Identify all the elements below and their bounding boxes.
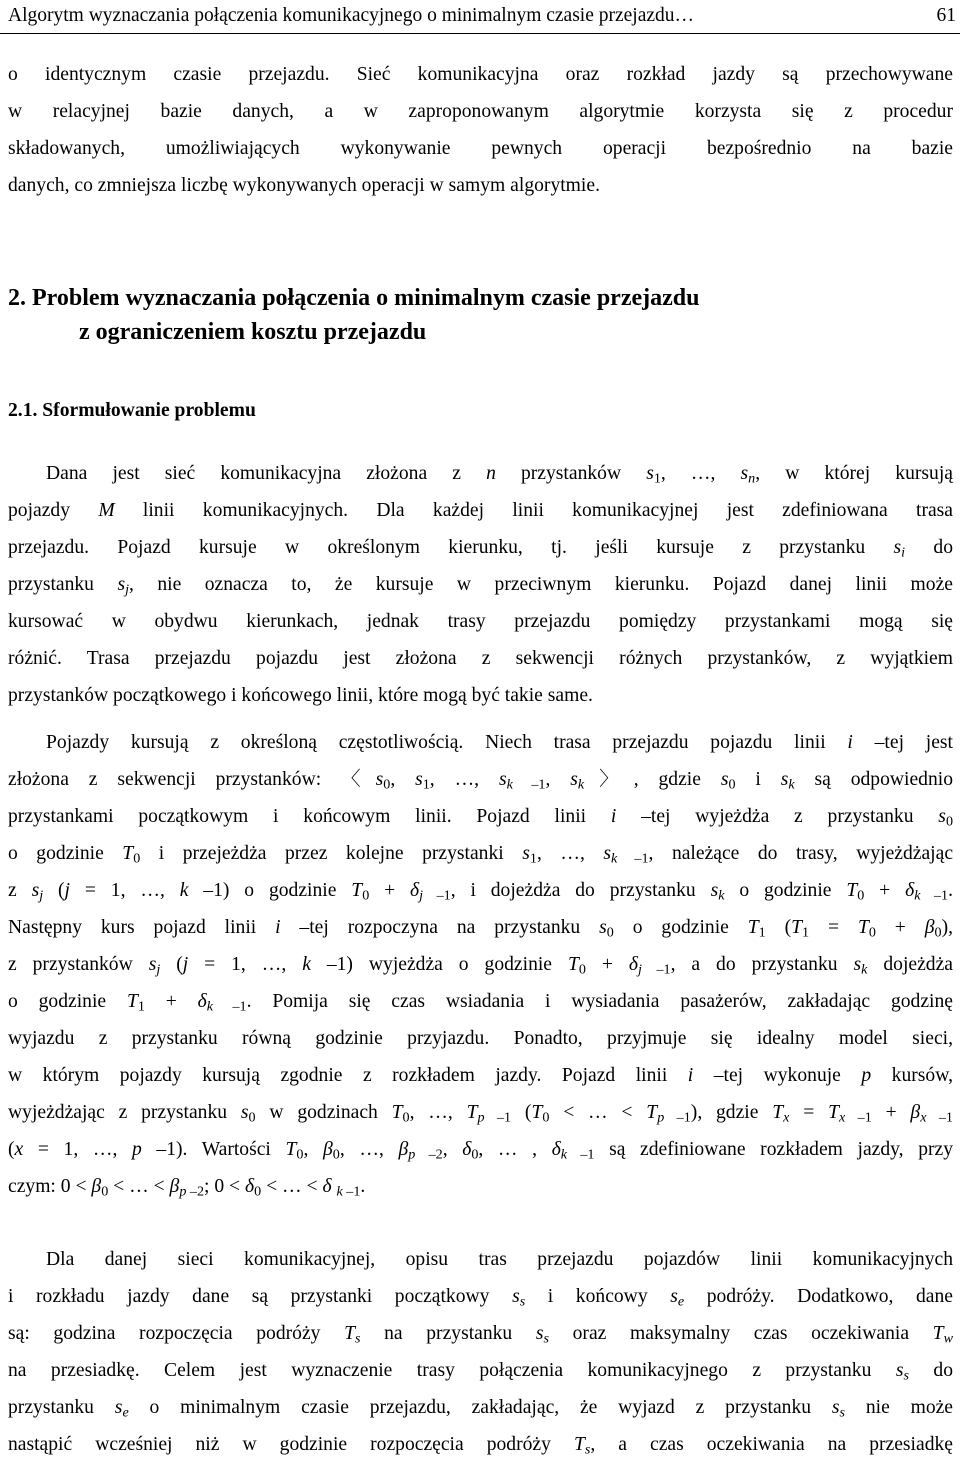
- text-line: Dana jest sieć komunikacyjna złożona z n przystanków $s_1$, …, $s_n$, w której kursują: [46, 463, 953, 487]
- text-line: przystanków początkowego i końcowego linii, które mogą być takie same.: [8, 685, 593, 706]
- text-line: danych, co zmniejsza liczbę wykonywanych operacji w samym algorytmie.: [8, 175, 600, 196]
- text-line: Dla danej sieci komunikacyjnej, opisu tras przejazdu pojazdów linii komunikacyjnych: [46, 1249, 953, 1270]
- page-number: 61: [936, 5, 956, 26]
- section-title-line1: Problem wyznaczania połączenia o minimalnym czasie przejazdu: [32, 285, 700, 311]
- text-line: złożona z sekwencji przystanków: 〈$s_0$, $s_1$, …, $s_{k -1}$, $s_k$〉, gdzie $s_0$ i $s_k$ są odpowiednio: [8, 769, 954, 793]
- text-line: o godzinie $T_0$ i przejeżdża przez kolejne przystanki $s_1$, …, $s_{k -1}$, należące do trasy, wyjeżdżając: [8, 843, 954, 867]
- text-line: czym: $0 < \beta_0$ < … < $\beta_{p -2}$; $0 < \delta_0$ < … < δ $_{k -1}$.: [8, 1176, 366, 1200]
- running-title: Algorytm wyznaczania połączenia komunikacyjnego o minimalnym czasie przejazdu…: [8, 5, 695, 26]
- subsection-heading: 2.1. Sformułowanie problemu: [8, 400, 256, 421]
- text-line: z $s_j$ (j = 1, …, k –1) o godzinie $T_0 + \delta_{j -1}$, i dojeżdża do przystanku $s_k$ o godzinie $T_0 + \delta_{k -1}$.: [8, 880, 953, 904]
- text-line: na przesiadkę. Celem jest wyznaczenie trasy połączenia komunikacyjnego z przystanku $s_s$ do: [8, 1360, 954, 1384]
- text-line: (x = 1, …, p –1). Wartości $T_0$, $\beta_0$, …, $\beta_{p -2}$, $\delta_0$, … , $\delta_{k -1}$ są zdefiniowane rozkładem jazdy, przy: [8, 1139, 954, 1163]
- paragraph-1: [8, 455, 953, 714]
- text-line: w którym pojazdy kursują zgodnie z rozkładem jazdy. Pojazd linii i –tej wykonuje p kursów,: [8, 1065, 953, 1086]
- text-line: składowanych, umożliwiających wykonywanie pewnych operacji bezpośrednio na bazie: [8, 138, 953, 159]
- text-line: przejazdu. Pojazd kursuje w określonym kierunku, tj. jeśli kursuje z przystanku $s_i$ do: [8, 537, 953, 561]
- paragraph-3: [8, 1241, 953, 1463]
- text-line: pojazdy M linii komunikacyjnych. Dla każdej linii komunikacyjnej jest zdefiniowana trasa: [8, 500, 953, 521]
- text-line: różnić. Trasa przejazdu pojazdu jest złożona z sekwencji różnych przystanków, z wyjątkiem: [8, 648, 953, 669]
- text-line: Pojazdy kursują z określoną częstotliwością. Niech trasa przejazdu pojazdu linii i –tej jest: [46, 732, 953, 753]
- text-line: w relacyjnej bazie danych, a w zaproponowanym algorytmie korzysta się z procedur: [8, 101, 953, 122]
- section-number: 2.: [8, 285, 26, 311]
- text-line: kursować w obydwu kierunkach, jednak trasy przejazdu pomiędzy przystankami mogą się: [8, 611, 953, 632]
- text-line: są: godzina rozpoczęcia podróży $T_s$ na przystanku $s_s$ oraz maksymalny czas oczekiwania $T_w$: [8, 1323, 953, 1347]
- text-line: o godzinie $T_1 + \delta_{k -1}$. Pomija się czas wsiadania i wysiadania pasażerów, zakładając godzinę: [8, 991, 953, 1015]
- text-line: o identycznym czasie przejazdu. Sieć komunikacyjna oraz rozkład jazdy są przechowywane: [8, 64, 953, 85]
- paragraph-2: [8, 724, 953, 1205]
- text-line: przystankami początkowym i końcowym linii. Pojazd linii i –tej wyjeżdża z przystanku $s_0$: [8, 806, 953, 830]
- text-line: wyjazdu z przystanku równą godzinie przyjazdu. Ponadto, przyjmuje się idealny model sieci,: [8, 1028, 953, 1049]
- text-line: przystanku $s_e$ o minimalnym czasie przejazdu, zakładając, że wyjazd z przystanku $s_s$ nie może: [8, 1397, 954, 1421]
- text-line: i rozkładu jazdy dane są przystanki początkowy $s_s$ i końcowy $s_e$ podróży. Dodatkowo, dane: [8, 1286, 953, 1310]
- section-heading: [8, 281, 699, 349]
- text-line: Następny kurs pojazd linii i –tej rozpoczyna na przystanku $s_0$ o godzinie $T_1$ $(T_1 = T_0 + \beta_0)$,: [8, 917, 953, 941]
- text-line: przystanku $s_j$, nie oznacza to, że kursuje w przeciwnym kierunku. Pojazd danej linii może: [8, 574, 953, 598]
- intro-paragraph: [8, 56, 953, 204]
- text-line: nastąpić wcześniej niż w godzinie rozpoczęcia podróży $T_s$, a czas oczekiwania na przesiadkę: [8, 1434, 953, 1458]
- text-line: wyjeżdżając z przystanku $s_0$ w godzinach $T_0$, …, $T_{p -1}$ ($T_0$ < … < $T_{p -1}$), gdzie $T_x = T_{x -1} + \beta_{x -1}$: [8, 1102, 953, 1126]
- running-header: [0, 0, 960, 34]
- text-line: z przystanków $s_j$ (j = 1, …, k –1) wyjeżdża o godzinie $T_0 + \delta_{j -1}$, a do przystanku $s_k$ dojeżdża: [8, 954, 953, 978]
- section-title-line2: z ograniczeniem kosztu przejazdu: [79, 319, 427, 345]
